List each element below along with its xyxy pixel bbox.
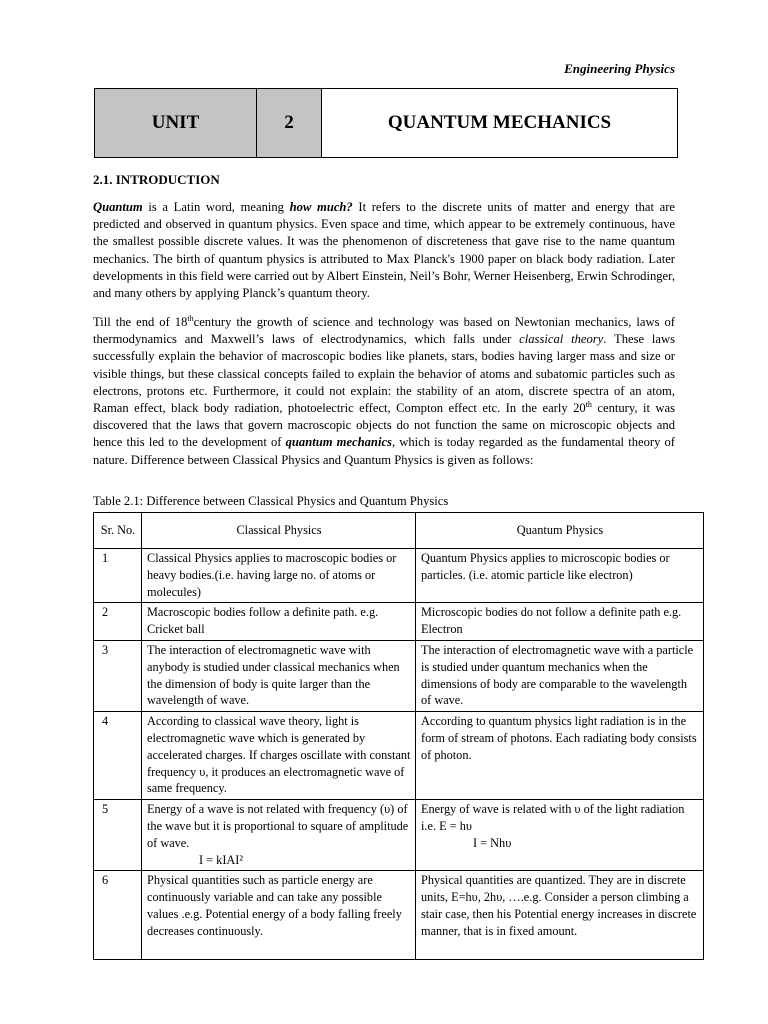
term-quantum: Quantum [93,200,143,214]
cell-classical: According to classical wave theory, light is electromagnetic wave which is generated by accelerated charges. If charges oscillate with constant frequency υ, it produces an electromagnetic wave of same frequency. [142,712,416,800]
table-header-row [94,513,704,549]
intro-paragraph-2 [93,314,675,469]
term-classical-theory: classical theory [519,332,604,347]
text-run: , which is today regarded as the fundamental theory of nature. Difference between Classical Physics and Quantum Physics is given as follows: [93,435,675,467]
table-row [94,640,704,711]
table-row [94,712,704,800]
text-run: is a Latin word, meaning [142,200,290,214]
formula-classical: I = kIAI² [199,852,244,867]
unit-label: UNIT [95,89,257,157]
running-header: Engineering Physics [564,61,675,76]
cell-sr: 1 [94,549,142,603]
superscript: th [585,399,592,409]
section-heading: 2.1. INTRODUCTION [93,172,220,187]
cell-quantum: The interaction of electromagnetic wave with a particle is studied under quantum mechanics when the dimensions of body are comparable to the wavelength of wave. [416,640,704,711]
cell-classical: Physical quantities such as particle energy are continuously variable and can take any possible values .e.g. Potential energy of a body falling freely decreases continuously. [142,871,416,960]
table-row [94,549,704,603]
table-row [94,800,704,871]
cell-quantum: Physical quantities are quantized. They are in discrete units, E=hυ, 2hυ, ….e.g. Consider a person climbing a stair case, then his Potential energy increases in discrete manner, that is in fixed amount. [416,871,704,960]
text-run: century the growth of science and technology was based on Newtonian mechanics, laws of thermodynamics and Maxwell’s laws of electrodynamics, which falls under [93,315,675,347]
cell-classical: Energy of a wave is not related with frequency (υ) of the wave but it is proportional to square of amplitude of wave. [147,802,409,850]
comparison-table [93,512,704,960]
cell-sr: 2 [94,603,142,641]
cell-quantum: Quantum Physics applies to microscopic bodies or particles. (i.e. atomic particle like electron) [416,549,704,603]
cell-classical: The interaction of electromagnetic wave with anybody is studied under classical mechanics when the dimension of body is quite larger than the wavelength of wave. [142,640,416,711]
unit-title: QUANTUM MECHANICS [322,89,677,157]
cell-sr: 3 [94,640,142,711]
cell-sr: 4 [94,712,142,800]
text-run: Till the end of 18 [93,315,188,329]
cell-sr: 5 [94,800,142,871]
table-row [94,603,704,641]
intro-paragraph-1 [93,199,675,302]
cell-quantum: According to quantum physics light radiation is in the form of stream of photons. Each radiating body consists of photon. [416,712,704,800]
table-row [94,871,704,960]
term-how-much: how much? [289,200,353,214]
cell-quantum: Energy of wave is related with υ of the light radiation i.e. E = hυ [421,802,685,833]
cell-quantum: Microscopic bodies do not follow a definite path e.g. Electron [416,603,704,641]
cell-sr: 6 [94,871,142,960]
cell-classical: Classical Physics applies to macroscopic bodies or heavy bodies.(i.e. having large no. of atoms or molecules) [142,549,416,603]
superscript: th [187,313,194,323]
unit-number: 2 [257,89,322,157]
cell-classical: Macroscopic bodies follow a definite path. e.g. Cricket ball [142,603,416,641]
term-quantum-mechanics: quantum mechanics [285,435,392,450]
text-run: century, it was discovered that the laws that govern macroscopic objects do not function the same on microscopic objects and hence this led to the development of [93,401,675,450]
formula-quantum: I = Nhυ [473,835,512,850]
header-sr-no: Sr. No. [94,513,142,549]
header-quantum: Quantum Physics [416,513,704,549]
cell-quantum-with-formula [416,800,704,871]
text-run: . These laws successfully explain the behavior of macroscopic bodies like planets, stars, bodies having larger mass and size or visible things, but these classical concepts failed to explain the behavior of atoms and subatomic particles such as electrons, protons etc. Furthermore, it could not explain: the stability of an atom, discrete spectra of an atom, Raman effect, black body radiation, photoelectric effect, Compton effect etc. In the early 20 [93,332,675,416]
cell-classical-with-formula [142,800,416,871]
header-classical: Classical Physics [142,513,416,549]
unit-title-box [94,88,678,158]
text-run: It refers to the discrete units of matter and energy that are predicted and observed in quantum physics. Even space and time, which appear to be extremely continuous, have the smallest possible discrete values. It was the phenomenon of discreteness that gave rise to the name quantum mechanics. The birth of quantum physics is attributed to Max Planck's 1900 paper on black body radiation. Later developments in this field were carried out by Albert Einstein, Neil’s Bohr, Werner Heisenberg, Erwin Schrodinger, and many others by applying Planck’s quantum theory. [93,200,675,301]
table-caption: Table 2.1: Difference between Classical Physics and Quantum Physics [93,494,449,508]
